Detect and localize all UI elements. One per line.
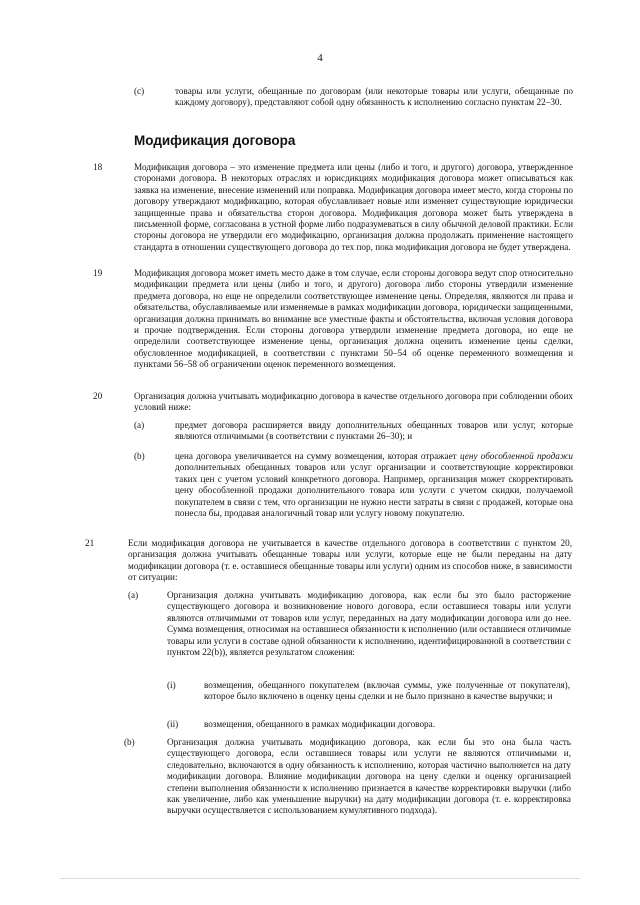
subitem-label: (ii) (167, 719, 179, 729)
section-heading: Модификация договора (134, 133, 296, 148)
paragraph-19: Модификация договора может иметь место даже в том случае, если стороны договора ведут спор относительно модификации предмета или цены (либо и того, и другого) договора либо стороны утвердили изменение предмета договора, но еще не определили соответствующее изменение цены. Определяя, являются ли права и обязательства, обуславливаемые или изменяемые в рамках модификации договора, юридически защищенными, организация должна принимать во внимание все уместные факты и обстоятельства, включая условия договора и прочие подтверждения. Если стороны договора утвердили изменение предмета договора, но еще не определили соответствующее изменение цены, организация должна оценить изменение цены сделки, обусловленное модификацией, в соответствии с пунктами 50–54 об оценке переменного возмещения и пунктами 56–58 об ограничении оценок переменного возмещения. (134, 268, 573, 370)
subitem-label: (i) (167, 680, 176, 690)
scan-edge-line (60, 878, 580, 879)
item-text-italic: цену обособленной продажи (459, 451, 574, 461)
paragraph-number: 19 (93, 268, 103, 278)
item-text: Организация должна учитывать модификацию договора, как если бы это было расторжение существующего договора и возникновение нового договора, если оставшиеся товары или услуги являются отличимыми от товаров или услуг, переданных на дату модификации договора или до нее. Сумма возмещения, относимая на оставшиеся обязанности к исполнению (или оставшиеся отличимые товары или услуги в составе одной обязанности к исполнению, идентифицированной в соответствии с пунктом 22(b)), является результатом сложения: (167, 590, 571, 658)
item-text: товары или услуги, обещанные по договорам (или некоторые товары или услуги, обещанные по каждому договору), представляют собой одну обязанность к исполнению согласно пунктам 22–30. (175, 86, 573, 108)
item-label: (b) (134, 451, 145, 461)
paragraph-18: Модификация договора – это изменение предмета или цены (либо и того, и другого) договора, утвержденное сторонами договора. В некоторых отраслях и юрисдикциях модификация договора может описываться как заявка на изменение, внесение изменений или поправка. Модификация договора имеет место, когда стороны по договору утверждают модификацию, которая обуславливает новые или изменяет существующие юридически защищенные права и обязательства сторон договора. Модификация договора может быть утверждена в письменной форме, согласована в устной форме либо подразумеваться в силу обычной деловой практики. Если стороны договора не утвердили его модификацию, организация должна продолжать применение настоящего стандарта в отношении существующего договора до тех пор, пока модификация договора не будет утверждена. (134, 162, 573, 252)
paragraph-21: Если модификация договора не учитывается в качестве отдельного договора в соответствии с пунктом 20, организация должна учитывать обещанные товары или услуги, которые еще не были переданы на дату модификации договора (т. е. оставшиеся обещанные товары или услуги) одним из способов ниже, в зависимости от ситуации: (128, 538, 572, 583)
item-text-part: цена договора увеличивается на сумму возмещения, которая отражает (175, 451, 457, 461)
subitem-text: возмещения, обещанного покупателем (включая суммы, уже полученные от покупателя), которое было включено в оценку цены сделки и не было признано в качестве выручки; и (204, 680, 570, 702)
paragraph-20: Организация должна учитывать модификацию договора в качестве отдельного договора при соблюдении обоих условий ниже: (134, 391, 573, 413)
item-text: предмет договора расширяется ввиду дополнительных обещанных товаров или услуг, которые являются отличимыми (в соответствии с пунктами 26–30); и (175, 420, 573, 442)
item-text (175, 451, 573, 519)
item-text: Организация должна учитывать модификацию договора, как если бы это она была часть существующего договора, если оставшиеся товары или услуги не являются отличимыми и, следовательно, включаются в одну обязанность к исполнению, которая частично выполняется на дату модификации договора. Влияние модификации договора на цену сделки и оценку организацией степени выполнения обязанности к исполнению признается в качестве корректировки выручки (либо как увеличение, либо как уменьшение выручки) на дату модификации договора (т. е. корректировка выручки осуществляется с использованием кумулятивного подхода). (167, 737, 571, 816)
item-label: (c) (134, 86, 145, 96)
item-label: (b) (124, 737, 135, 747)
subitem-text: возмещения, обещанного в рамках модификации договора. (204, 719, 436, 729)
paragraph-number: 20 (93, 391, 103, 401)
paragraph-number: 18 (93, 162, 103, 172)
item-label: (a) (134, 420, 145, 430)
item-label: (a) (128, 590, 139, 600)
item-text-part: дополнительных обещанных товаров или услуг организации и соответствующие корректировки таких цен с учетом условий конкретного договора. Например, организация может скорректировать цену обособленной продажи дополнительного товара или услуги с учетом скидки, получаемой покупателем в связи с тем, что организации не нужно нести затраты в связи с продажей, которые она понесла бы, продавая аналогичный товар или услугу новому покупателю. (175, 462, 573, 519)
page-number: 4 (317, 52, 323, 64)
paragraph-number: 21 (85, 538, 95, 548)
